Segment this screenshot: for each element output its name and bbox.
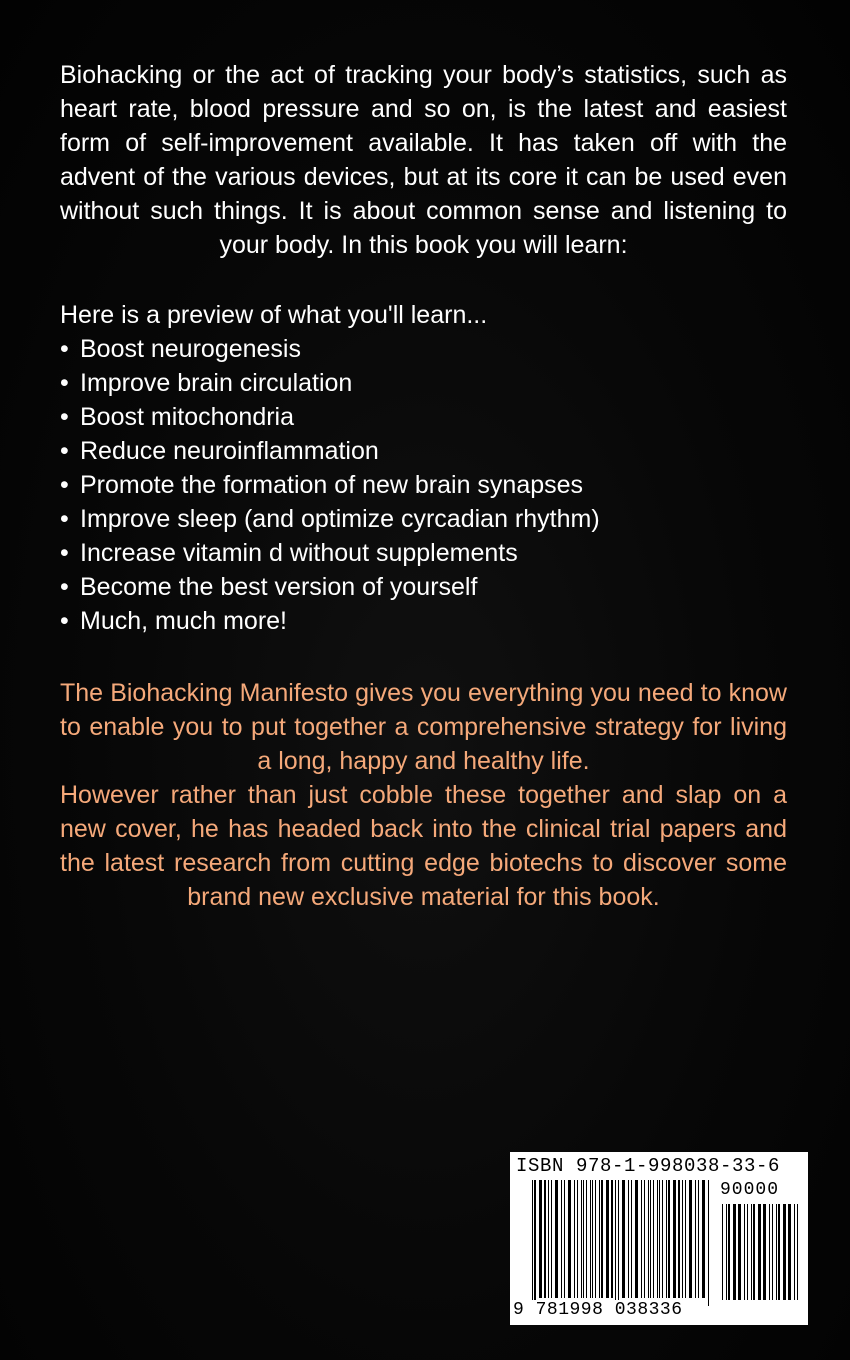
barcode-bar [606, 1180, 609, 1298]
barcode-bar [551, 1180, 552, 1298]
barcode-bar [698, 1180, 699, 1298]
barcode-addon-bar [772, 1204, 773, 1300]
barcode-addon-bar [763, 1204, 766, 1300]
barcode-bar [628, 1180, 629, 1298]
barcode-bar [618, 1180, 619, 1306]
list-item: • Improve sleep (and optimize cyrcadian rhythm) [60, 502, 787, 536]
list-item: • Improve brain circulation [60, 366, 787, 400]
isbn-label: ISBN 978-1-998038-33-6 [516, 1155, 781, 1177]
barcode-bar [544, 1180, 546, 1298]
barcode-bar [595, 1180, 596, 1298]
barcode-bar [592, 1180, 593, 1298]
barcode-bar [622, 1180, 625, 1298]
barcode-bar [631, 1180, 632, 1298]
barcode-bar [555, 1180, 558, 1298]
barcode-bar [581, 1180, 582, 1298]
ean-digits: 9 781998 038336 [513, 1300, 683, 1320]
barcode-addon-bar [751, 1204, 752, 1300]
barcode-bar [539, 1180, 542, 1298]
barcode-bar [568, 1180, 571, 1298]
bullet-icon: • [60, 471, 69, 499]
barcode-addon-bar [733, 1204, 736, 1300]
barcode-addon-bar [722, 1204, 723, 1300]
back-cover-content [60, 58, 787, 914]
barcode-bar [678, 1180, 680, 1298]
bullet-icon: • [60, 335, 69, 363]
preview-list [60, 332, 787, 638]
barcode-addon-bar [726, 1204, 727, 1300]
barcode-bar [668, 1180, 670, 1298]
bullet-icon: • [60, 573, 69, 601]
barcode-bar [648, 1180, 649, 1298]
barcode-bar [695, 1180, 696, 1298]
barcode-addon-bar [738, 1204, 741, 1300]
barcode-addon-bar [728, 1204, 730, 1300]
list-item: • Promote the formation of new brain synapses [60, 468, 787, 502]
barcode-addon-bar [797, 1204, 798, 1300]
barcode-bar [548, 1180, 549, 1298]
bullet-icon: • [60, 403, 69, 431]
price-code: 90000 [720, 1180, 780, 1200]
bullet-icon: • [60, 607, 69, 635]
barcode-addon-bar [776, 1204, 777, 1300]
isbn-barcode [510, 1152, 808, 1325]
barcode-bar [653, 1180, 654, 1298]
barcode-bar [599, 1180, 600, 1298]
barcode-addon-bar [783, 1204, 786, 1300]
barcode-bar [708, 1180, 709, 1306]
barcode-addon-bar [778, 1204, 780, 1300]
list-item: • Boost neurogenesis [60, 332, 787, 366]
barcode-addon-bar [753, 1204, 755, 1300]
barcode-bar [590, 1180, 591, 1298]
barcode-addon-bar [794, 1204, 795, 1300]
barcode-addon-bar [769, 1204, 770, 1300]
barcode-bar [650, 1180, 651, 1298]
barcode-bar [532, 1180, 533, 1306]
list-item: • Increase vitamin d without supplements [60, 536, 787, 570]
barcode-bar [673, 1180, 676, 1298]
barcode-addon-bar [744, 1204, 745, 1300]
manifesto-blurb [60, 676, 787, 914]
barcode-bar [601, 1180, 603, 1298]
barcode-bar [635, 1180, 638, 1298]
barcode-bar [561, 1180, 562, 1298]
barcode-bar [702, 1180, 705, 1298]
intro-paragraph: Biohacking or the act of tracking your body’s statistics, such as heart rate, blood pressure and so on, is the latest and easiest form of self-improvement available. It has taken off with the advent of the various devices, but at its core it can be used even without such things. It is about common sense and listening to your body. In this book you will learn: [60, 61, 787, 259]
manifesto-paragraph-2: However rather than just cobble these together and slap on a new cover, he has headed back into the clinical trial papers and the latest research from cutting edge biotechs to discover some brand new exclusive material for this book. [60, 781, 787, 911]
barcode-bar [586, 1180, 587, 1298]
barcode-bar [682, 1180, 683, 1298]
barcode-bar [564, 1180, 565, 1298]
barcode-bar [534, 1180, 536, 1306]
barcode-bar [666, 1180, 667, 1298]
barcode-addon-bar [747, 1204, 748, 1300]
list-item: • Much, much more! [60, 604, 787, 638]
bullet-icon: • [60, 369, 69, 397]
manifesto-paragraph-1: The Biohacking Manifesto gives you everything you need to know to enable you to put together a comprehensive strategy for living a long, happy and healthy life. [60, 679, 787, 775]
list-item: • Boost mitochondria [60, 400, 787, 434]
barcode-addon-bar [758, 1204, 761, 1300]
barcode-bar [583, 1180, 584, 1298]
barcode-addon-bar [788, 1204, 791, 1300]
barcode-bar [574, 1180, 575, 1298]
barcode-bar [615, 1180, 616, 1306]
barcode-bar [685, 1180, 686, 1298]
barcode-bar [657, 1180, 658, 1298]
bullet-icon: • [60, 505, 69, 533]
bullet-icon: • [60, 539, 69, 567]
bullet-icon: • [60, 437, 69, 465]
barcode-bar [611, 1180, 613, 1298]
barcode-bar [577, 1180, 578, 1298]
barcode-bar [644, 1180, 645, 1298]
barcode-bar [659, 1180, 660, 1298]
list-item: • Become the best version of yourself [60, 570, 787, 604]
preview-heading: Here is a preview of what you'll learn... [60, 301, 488, 329]
barcode-bar [641, 1180, 642, 1298]
barcode-bar [662, 1180, 663, 1298]
barcode-bar [689, 1180, 692, 1298]
list-item: • Reduce neuroinflammation [60, 434, 787, 468]
